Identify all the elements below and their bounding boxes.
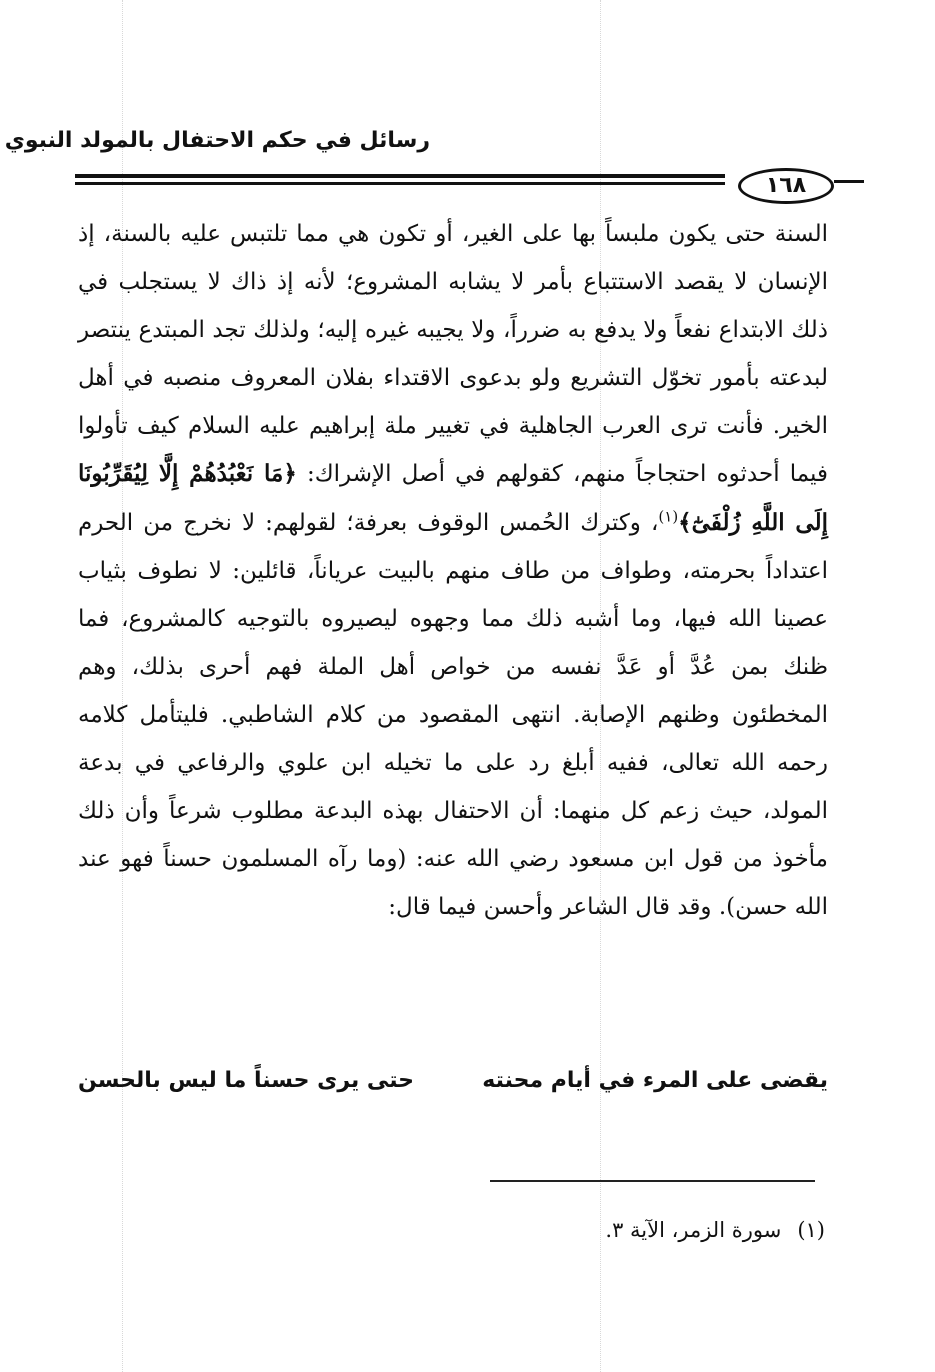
quran-quote: ﴿مَا نَعْبُدُهُمْ إِلَّا لِيُقَرِّبُونَا إِلَى اللَّهِ زُلْفَىٰٓ﴾ (78, 460, 828, 536)
verse-second-hemistich: حتى يرى حسناً ما ليس بالحسن (78, 1068, 415, 1093)
footnote-reference: (١) (658, 506, 679, 525)
paragraph-text-continued: ، وكترك الحُمس الوقوف بعرفة؛ لقولهم: لا نخرج من الحرم اعتداداً بحرمته، وطواف من طاف منهم بالبيت عرياناً، قائلين: لا نطوف بثياب عصينا الله فيها، وما أشبه ذلك مما وجهوه ليصيروه بالتوجيه كالمشروع، فما ظنك بمن عُدَّ أو عَدَّ نفسه من خواص أهل الملة فهم أحرى بذلك، وهم المخطئون وظنهم الإصابة. انتهى المقصود من كلام الشاطبي. فليتأمل كلامه رحمه الله تعالى، ففيه أبلغ رد على ما تخيله ابن علوي والرفاعي في بدعة المولد، حيث زعم كل منهما: أن الاحتفال بهذه البدعة مطلوب شرعاً وأن ذلك مأخوذ من قول ابن مسعود رضي الله عنه: (وما رآه المسلمون حسناً فهو عند الله حسن). وقد قال الشاعر وأحسن فيما قال: (78, 509, 828, 921)
footnote-text: سورة الزمر، الآية ٣. (605, 1218, 782, 1242)
verse-first-hemistich: يقضى على المرء في أيام محنته (482, 1068, 828, 1093)
footnote (605, 1218, 825, 1242)
header-rule-short (834, 180, 864, 183)
header-rule (75, 182, 725, 185)
paragraph-text: السنة حتى يكون ملبساً بها على الغير، أو تكون هي مما تلتبس عليه بالسنة، إذ الإنسان لا يقصد الاستتباع بأمر لا يشابه المشروع؛ لأنه إذ ذاك لا يستجلب في ذلك الابتداع نفعاً ولا يدفع به ضرراً، ولا يجيبه غيره إليه؛ ولذلك تجد المبتدع ينتصر لبدعته بأمور تخوّل التشريع ولو بدعوى الاقتداء بفلان المعروف منصبه في أهل الخير. فأنت ترى العرب الجاهلية في تغيير ملة إبراهيم عليه السلام كيف تأولوا فيما أحدثوه احتجاجاً منهم، كقولهم في أصل الإشراك: (78, 221, 828, 488)
page-number-badge: ١٦٨ (738, 168, 834, 204)
main-paragraph (78, 210, 828, 931)
footnote-number: (١) (797, 1218, 825, 1242)
footnote-separator (490, 1180, 815, 1182)
running-header-title: رسائل في حكم الاحتفال بالمولد النبوي (4, 128, 430, 153)
poetry-verse (78, 1068, 828, 1108)
header-rule (75, 174, 725, 178)
